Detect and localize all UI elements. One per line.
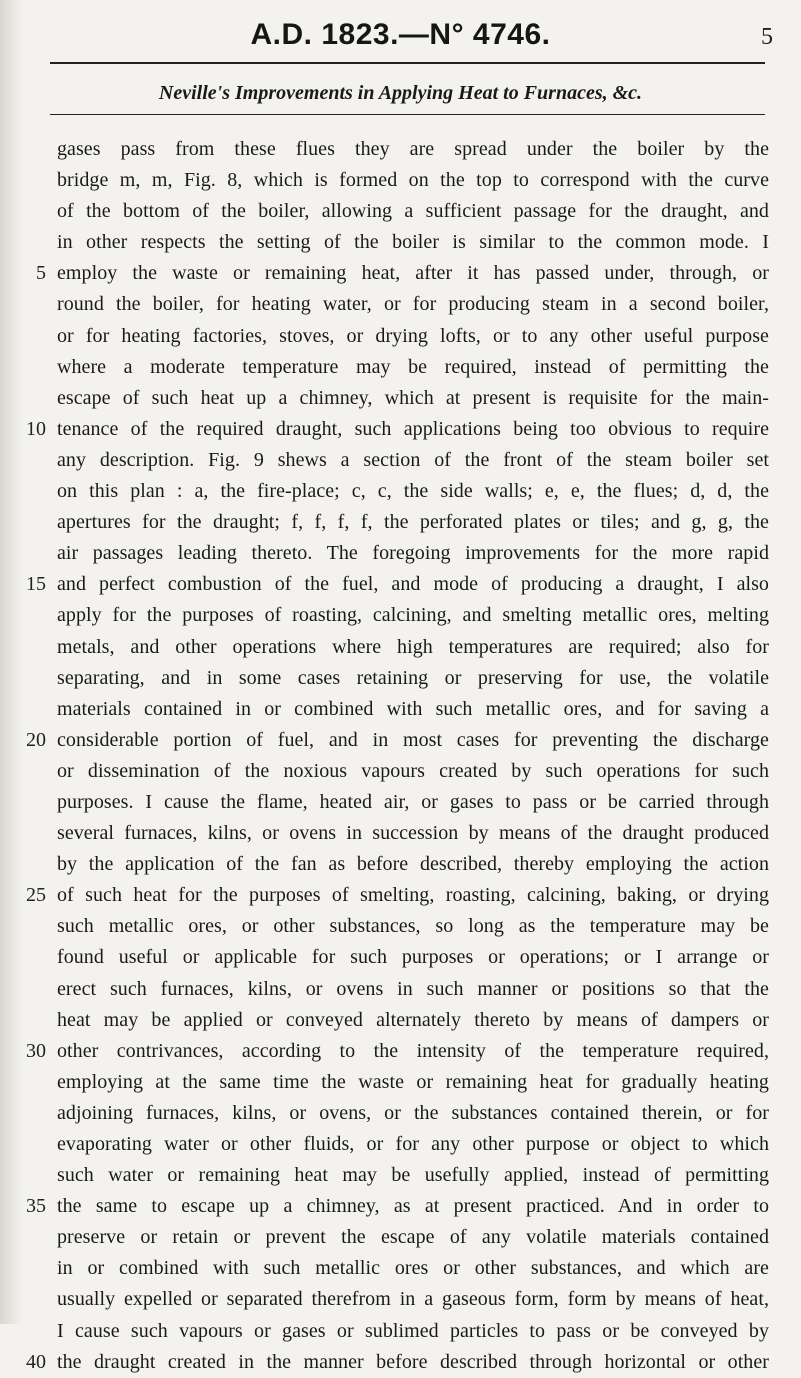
line-number: 15 [26,573,46,596]
text-line [0,321,801,352]
line-text: escape of such heat up a chimney, which at present is requisite for the main- [57,386,769,409]
line-text: bridge m, m, Fig. 8, which is formed on the top to correspond with the curve [57,169,769,192]
text-line [0,1005,801,1036]
text-line [0,289,801,320]
text-line [0,1191,801,1222]
line-number: 20 [26,728,46,751]
text-line [0,725,801,756]
line-text: evaporating water or other fluids, or for any other purpose or object to which [57,1133,769,1155]
text-line [0,1129,801,1160]
running-head: Neville's Improvements in Applying Heat to Furnaces, &c. [158,82,643,104]
line-text: usually expelled or separated therefrom in a gaseous form, form by means of heat, [57,1288,769,1311]
line-text: in or combined with such metallic ores or other substances, and which are [57,1257,769,1280]
text-line [0,165,801,196]
text-line [0,694,801,725]
line-text: metals, and other operations where high temperatures are required; also for [57,635,769,658]
text-line [0,352,801,383]
line-text: other contrivances, according to the intensity of the temperature required, [57,1039,769,1062]
line-text: the same to escape up a chimney, as at present practiced. And in order to [57,1195,769,1218]
header-rule-top [50,62,765,64]
line-text: separating, and in some cases retaining or preserving for use, the volatile [57,666,769,689]
line-text: considerable portion of fuel, and in most cases for preventing the discharge [57,728,769,751]
line-text: adjoining furnaces, kilns, or ovens, or the substances contained therein, or for [57,1101,769,1124]
text-line [0,849,801,880]
line-text: I cause such vapours or gases or sublimed particles to pass or be conveyed by [57,1319,769,1342]
line-text: materials contained in or combined with such metallic ores, and for saving a [57,697,769,720]
text-line [0,1067,801,1098]
line-text: or dissemination of the noxious vapours created by such operations for such [57,759,769,782]
text-line [0,1347,801,1378]
line-text: by the application of the fan as before described, thereby employing the action [57,853,769,876]
text-line [0,507,801,538]
text-line [0,569,801,600]
text-line [0,942,801,973]
line-text: found useful or applicable for such purposes or operations; or I arrange or [57,946,769,969]
text-line [0,787,801,818]
line-text: heat may be applied or conveyed alternately thereto by means of dampers or [57,1008,769,1031]
text-line [0,227,801,258]
text-line [0,414,801,445]
text-line [0,1284,801,1315]
text-line [0,1222,801,1253]
line-number: 35 [26,1195,46,1218]
text-line [0,911,801,942]
line-text: and perfect combustion of the fuel, and mode of producing a draught, I also [57,573,769,596]
line-text: any description. Fig. 9 shews a section of the front of the steam boiler set [57,448,769,471]
line-number: 30 [26,1039,46,1062]
text-line [0,1253,801,1284]
line-text: where a moderate temperature may be required, instead of permitting the [57,355,769,378]
text-line [0,445,801,476]
text-line [0,538,801,569]
text-line [0,1098,801,1129]
text-line [0,756,801,787]
line-text: such water or remaining heat may be usefully applied, instead of permitting [57,1164,769,1187]
line-text: air passages leading thereto. The foregoing improvements for the more rapid [57,542,769,565]
page-number: 5 [761,24,773,50]
text-line [0,134,801,165]
text-line [0,632,801,663]
text-line [0,258,801,289]
line-text: gases pass from these flues they are spread under the boiler by the [57,138,769,160]
line-text: of the bottom of the boiler, allowing a sufficient passage for the draught, and [57,200,769,223]
line-text: apertures for the draught; f, f, f, f, the perforated plates or tiles; and g, g, the [57,511,769,534]
header-rule-bottom [50,114,765,115]
line-number: 5 [36,262,46,285]
line-text: employ the waste or remaining heat, after it has passed under, through, or [57,262,769,285]
text-line [0,1316,801,1347]
text-line [0,600,801,631]
line-text: several furnaces, kilns, or ovens in succession by means of the draught produced [57,822,769,845]
line-text: apply for the purposes of roasting, calcining, and smelting metallic ores, melting [57,604,769,627]
line-text: in other respects the setting of the boiler is similar to the common mode. I [57,231,769,254]
page-title: A.D. 1823.—N° 4746. [250,18,551,51]
text-line [0,818,801,849]
body-text [0,134,801,1378]
line-text: such metallic ores, or other substances, so long as the temperature may be [57,915,769,938]
line-number: 10 [26,417,46,440]
line-text: round the boiler, for heating water, or for producing steam in a second boiler, [57,293,769,316]
line-text: erect such furnaces, kilns, or ovens in such manner or positions so that the [57,977,769,1000]
text-line [0,1160,801,1191]
line-text: tenance of the required draught, such applications being too obvious to require [57,417,769,440]
text-line [0,880,801,911]
line-text: of such heat for the purposes of smelting, roasting, calcining, baking, or drying [57,884,769,907]
line-text: or for heating factories, stoves, or drying lofts, or to any other useful purpose [57,324,769,347]
text-line [0,476,801,507]
line-text: employing at the same time the waste or remaining heat for gradually heating [57,1070,769,1093]
text-line [0,663,801,694]
text-line [0,974,801,1005]
text-line [0,196,801,227]
text-line [0,383,801,414]
line-text: on this plan : a, the fire-place; c, c, the side walls; e, e, the flues; d, d, the [57,480,769,503]
line-text: the draught created in the manner before described through horizontal or other [57,1350,769,1373]
line-number: 40 [26,1350,46,1373]
line-number: 25 [26,884,46,907]
line-text: purposes. I cause the flame, heated air, or gases to pass or be carried through [57,790,769,813]
text-line [0,1036,801,1067]
line-text: preserve or retain or prevent the escape of any volatile materials contained [57,1226,769,1249]
